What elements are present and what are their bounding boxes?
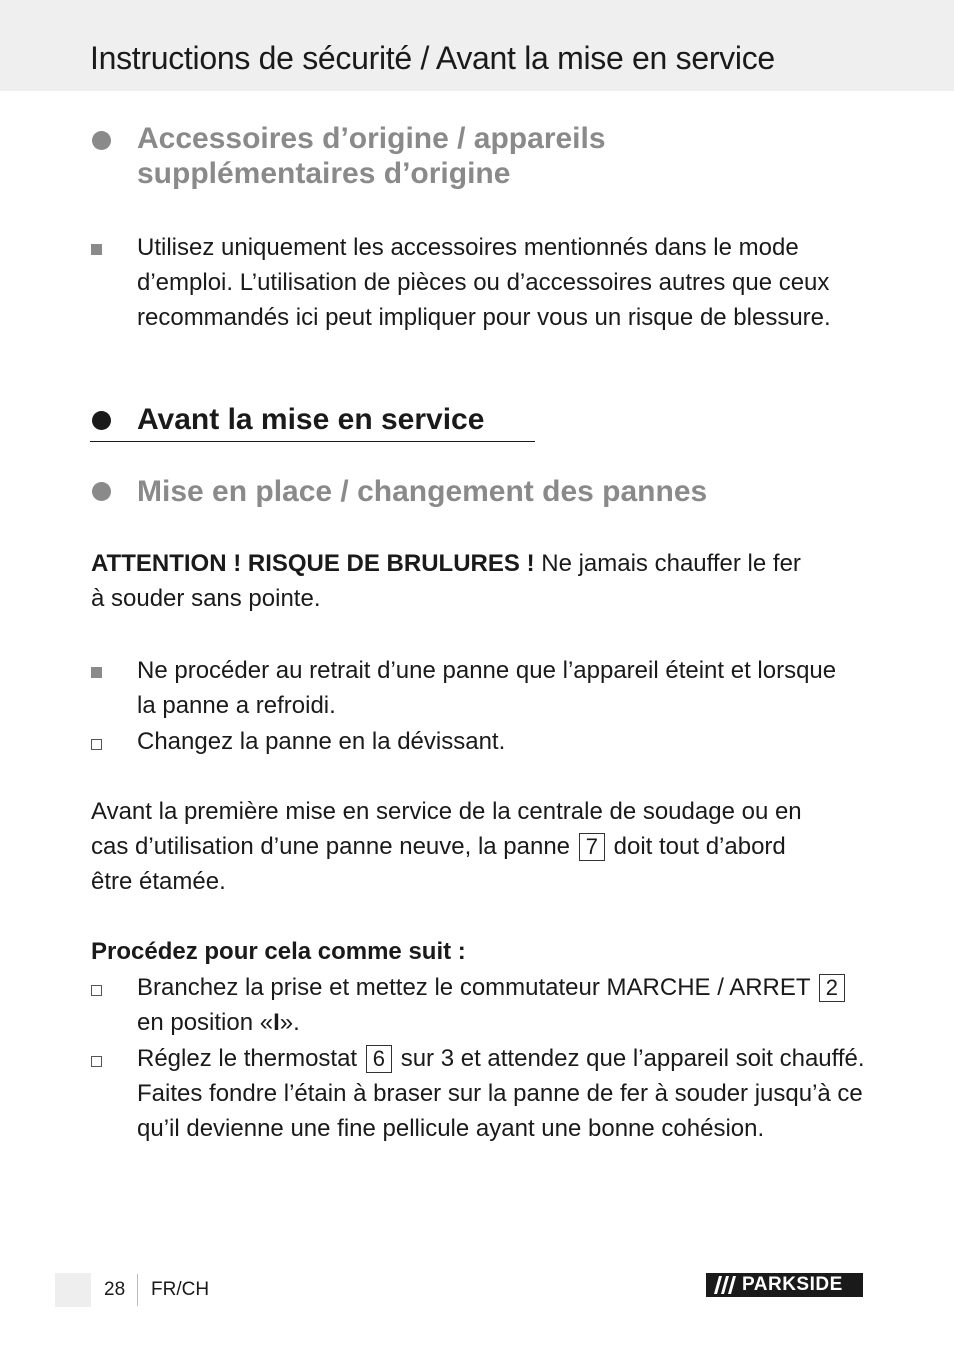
step-unscrew: Changez la panne en la dévissant. [137, 728, 506, 755]
text-fragment: en position « [137, 1009, 274, 1036]
text-line: à souder sans pointe. [91, 585, 321, 612]
text-line: Faites fondre l’étain à braser sur la panne de fer à souder jusqu’à ce [137, 1080, 863, 1107]
step-checkbox-icon [91, 985, 102, 996]
step-thermostat [137, 1041, 865, 1146]
warning-text: Ne jamais chauffer le fer [534, 550, 801, 577]
language-code: FR/CH [151, 1279, 210, 1300]
page-number: 28 [104, 1279, 126, 1300]
text-fragment: ». [279, 1009, 300, 1036]
heading-line: supplémentaires d’origine [137, 157, 511, 190]
text-line [91, 829, 802, 864]
footer-divider [137, 1274, 138, 1306]
text-line: Avant la première mise en service de la centrale de soudage ou en [91, 798, 802, 825]
section-heading-before-service: Avant la mise en service [137, 403, 485, 436]
reference-number-box: 6 [366, 1045, 392, 1073]
reference-number-box: 2 [819, 974, 845, 1002]
heading-line: Accessoires d’origine / appareils [137, 122, 606, 155]
bullet-text-removal [137, 653, 836, 723]
section-heading-tips: Mise en place / changement des pannes [137, 475, 708, 508]
text-line: d’emploi. L’utilisation de pièces ou d’accessoires autres que ceux [137, 269, 830, 296]
bullet-text-accessories [137, 230, 831, 335]
bullet-square-icon [91, 667, 102, 678]
paragraph-tinning [91, 794, 802, 899]
warning-paragraph [91, 546, 801, 616]
text-line [91, 546, 801, 581]
text-fragment: Réglez le thermostat [137, 1045, 358, 1072]
section-bullet-dot [92, 482, 111, 501]
text-line [137, 1041, 865, 1076]
text-fragment: Branchez la prise et mettez le commutateur MARCHE / ARRET [137, 974, 811, 1001]
text-line: qu’il devienne une fine pellicule ayant une bonne cohésion. [137, 1115, 765, 1142]
text-line: être étamée. [91, 868, 226, 895]
brand-name: PARKSIDE [742, 1274, 843, 1295]
text-line [137, 1005, 847, 1040]
text-line: la panne a refroidi. [137, 692, 336, 719]
warning-label: ATTENTION ! RISQUE DE BRULURES ! [91, 550, 535, 577]
text-line [137, 970, 847, 1005]
footer-marker-box [55, 1273, 91, 1307]
text-fragment: cas d’utilisation d’une panne neuve, la panne [91, 833, 571, 860]
text-line: Utilisez uniquement les accessoires mentionnés dans le mode [137, 234, 799, 261]
text-line: recommandés ici peut impliquer pour vous un risque de blessure. [137, 304, 831, 331]
section-bullet-dot [92, 131, 111, 150]
text-line: Ne procéder au retrait d’une panne que l’appareil éteint et lorsque [137, 657, 837, 684]
reference-number-box: 7 [579, 833, 605, 861]
logo-stripes-icon [710, 1276, 740, 1294]
brand-logo [706, 1273, 863, 1297]
page-title: Instructions de sécurité / Avant la mise en service [90, 40, 775, 76]
step-plug-in [137, 970, 847, 1040]
text-fragment: doit tout d’abord [613, 833, 786, 860]
position-symbol: I [273, 1009, 280, 1036]
section-bullet-dot [92, 411, 111, 430]
section-heading-accessories [137, 121, 606, 191]
procedure-heading: Procédez pour cela comme suit : [91, 938, 466, 965]
bullet-square-icon [91, 244, 102, 255]
heading-underline [90, 441, 535, 442]
step-checkbox-icon [91, 1056, 102, 1067]
step-checkbox-icon [91, 739, 102, 750]
text-fragment: sur 3 et attendez que l’appareil soit chauffé. [400, 1045, 865, 1072]
